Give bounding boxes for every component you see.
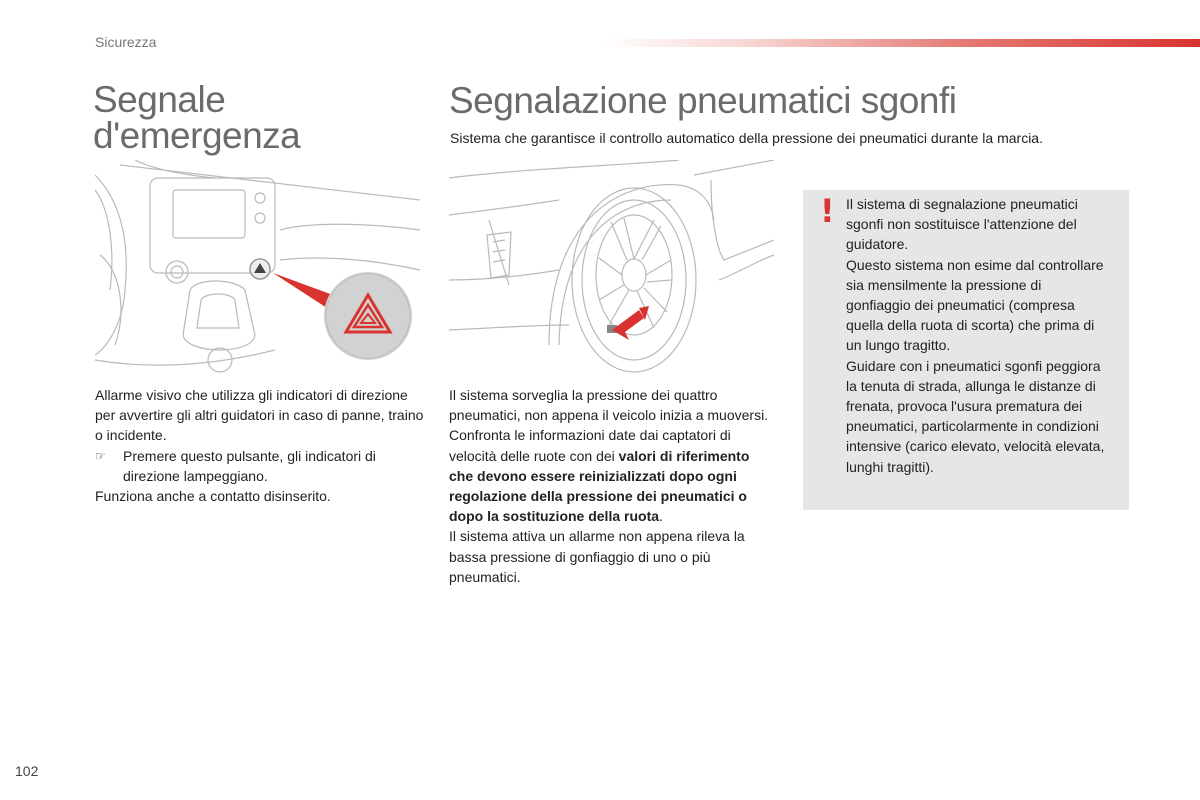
page-number: 102 bbox=[15, 763, 39, 779]
hazard-title-line2: d'emergenza bbox=[93, 115, 301, 156]
wheel-illustration bbox=[449, 160, 774, 375]
tyre-intro: Sistema che garantisce il controllo automatico della pressione dei pneumatici durante la marcia. bbox=[450, 130, 1043, 146]
section-label: Sicurezza bbox=[95, 34, 157, 50]
hazard-description bbox=[95, 385, 425, 506]
tyre-para2-normal: Confronta le informazioni date dai captatori di velocità delle ruote con dei bbox=[449, 427, 731, 464]
tyre-description bbox=[449, 385, 769, 587]
tyre-section-title: Segnalazione pneumatici sgonfi bbox=[449, 80, 957, 121]
warning-box bbox=[803, 190, 1129, 510]
warning-para1: Il sistema di segnalazione pneumatici sgonfi non sostituisce l'attenzione del guidatore. bbox=[846, 196, 1078, 253]
tyre-para3: Il sistema attiva un allarme non appena rileva la bassa pressione di gonfiaggio di uno o più pneumatici. bbox=[449, 528, 745, 585]
tyre-para2-bold: valori di riferimento che devono essere reinizializzati dopo ogni regolazione della pressione dei pneumatici o dopo la sostituzione della ruota bbox=[449, 447, 750, 525]
hazard-section-title bbox=[93, 79, 423, 156]
warning-text bbox=[846, 194, 1106, 477]
hazard-para1: Allarme visivo che utilizza gli indicatori di direzione per avvertire gli altri guidatori in caso di panne, traino o incidente. bbox=[95, 387, 424, 444]
tyre-para2-end: . bbox=[659, 508, 663, 525]
tyre-para2 bbox=[449, 425, 769, 526]
hazard-bullet bbox=[95, 446, 425, 486]
tyre-para1: Il sistema sorveglia la pressione dei quattro pneumatici, non appena il veicolo inizia a muoversi. bbox=[449, 387, 769, 424]
hazard-bullet-text: Premere questo pulsante, gli indicatori di direzione lampeggiano. bbox=[123, 447, 376, 484]
pointing-hand-icon: ☞ bbox=[95, 448, 106, 463]
header-accent-bar bbox=[600, 39, 1200, 47]
warning-para2: Questo sistema non esime dal controllare sia mensilmente la pressione di gonfiaggio dei pneumatici (compresa quella della ruota di scorta) che prima di un lungo tragitto. bbox=[846, 256, 1104, 354]
hazard-para2: Funziona anche a contatto disinserito. bbox=[95, 488, 331, 505]
dashboard-illustration bbox=[95, 160, 421, 375]
exclamation-icon: ! bbox=[820, 192, 835, 230]
warning-para3: Guidare con i pneumatici sgonfi peggiora la tenuta di strada, allunga le distanze di frenata, provoca l'usura prematura dei pneumatici, particolarmente in condizioni intensive (carico elevato, velocità elevata, lunghi tragitti). bbox=[846, 357, 1105, 475]
hazard-title-line1: Segnale bbox=[93, 79, 226, 120]
